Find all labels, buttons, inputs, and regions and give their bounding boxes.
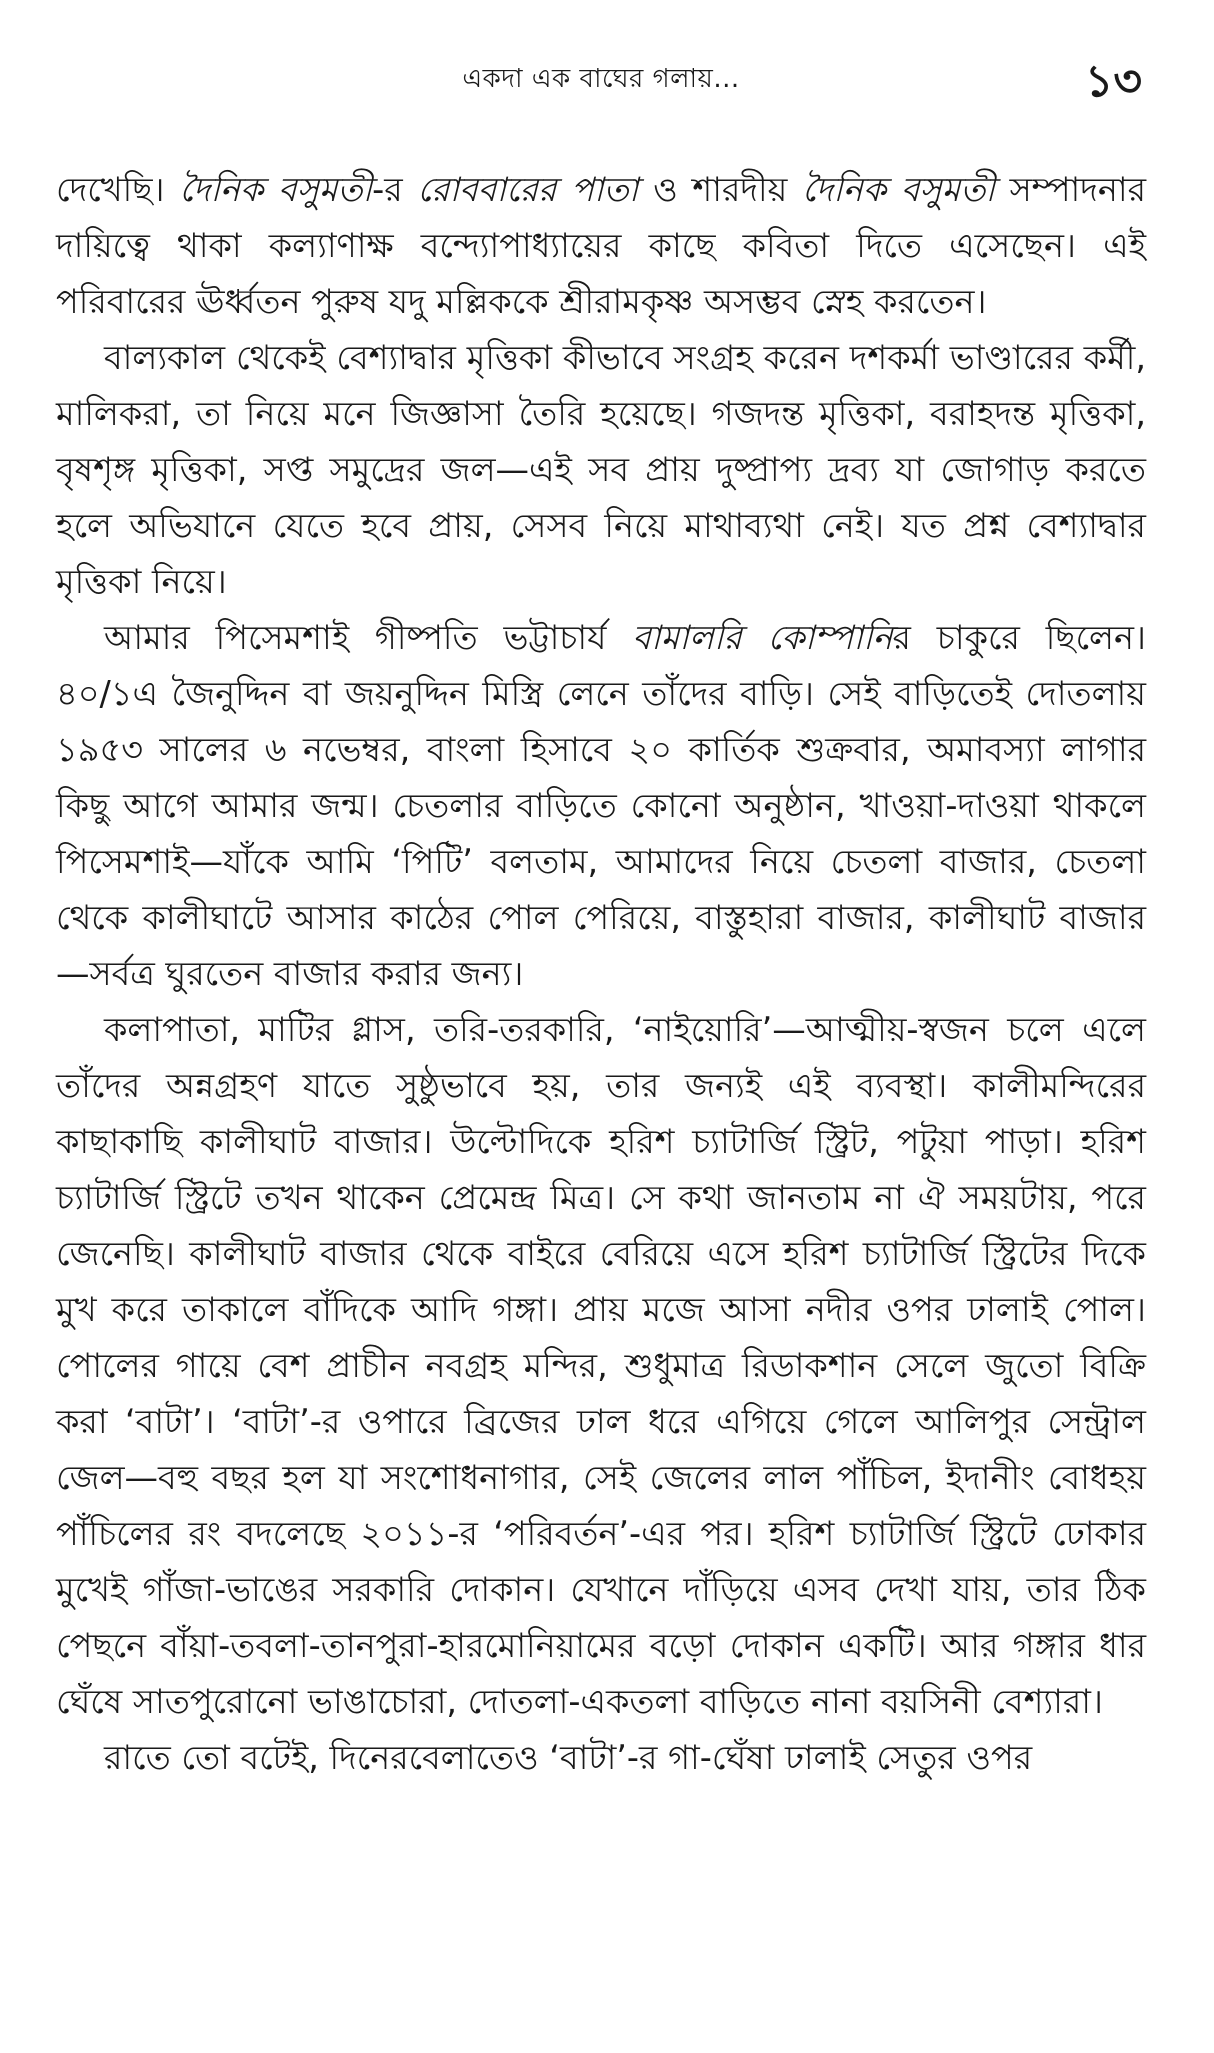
book-page — [56, 40, 1146, 2030]
text-run: রাতে তো বটেই, দিনেরবেলাতেও ‘বাটা’-র গা-ঘেঁষা ঢালাই সেতুর ওপর — [104, 1738, 1033, 1777]
page-number: ১৩ — [1084, 56, 1142, 107]
text-run: ও শারদীয় — [638, 170, 802, 209]
paragraph-3 — [56, 610, 1146, 1002]
running-header — [56, 40, 1146, 110]
italic-title: দৈনিক বসুমতী — [179, 170, 373, 209]
italic-title: দৈনিক বসুমতী — [801, 170, 995, 209]
text-run: সম্পাদনার দায়িত্বে থাকা কল্যাণাক্ষ বন্দ্যোপাধ্যায়ের কাছে কবিতা দিতে এসেছেন। এই পরিবারের ঊর্ধ্বতন পুরুষ যদু মল্লিককে শ্রীরামকৃষ্ণ অসম্ভব স্নেহ করতেন। — [56, 170, 1147, 321]
running-title: একদা এক বাঘের গলায়... — [462, 64, 740, 94]
text-run: বাল্যকাল থেকেই বেশ্যাদ্বার মৃত্তিকা কীভাবে সংগ্রহ করেন দশকর্মা ভাণ্ডারের কর্মী, মালিকরা, তা নিয়ে মনে জিজ্ঞাসা তৈরি হয়েছে। গজদন্ত মৃত্তিকা, বরাহদন্ত মৃত্তিকা, বৃষশৃঙ্গ মৃত্তিকা, সপ্ত সমুদ্রের জল—এই সব প্রায় দুষ্প্রাপ্য দ্রব্য যা জোগাড় করতে হলে অভিযানে যেতে হবে প্রায়, সেসব নিয়ে মাথাব্যথা নেই। যত প্রশ্ন বেশ্যাদ্বার মৃত্তিকা নিয়ে। — [56, 338, 1146, 601]
text-run: র চাকুরে ছিলেন। ৪০/১এ জৈনুদ্দিন বা জয়নুদ্দিন মিস্ত্রি লেনে তাঁদের বাড়ি। সেই বাড়িতেই দোতলায় ১৯৫৩ সালের ৬ নভেম্বর, বাংলা হিসাবে ২০ কার্তিক শুক্রবার, অমাবস্যা লাগার কিছু আগে আমার জন্ম। চেতলার বাড়িতে কোনো অনুষ্ঠান, খাওয়া-দাওয়া থাকলে পিসেমশাই—যাঁকে আমি ‘পিটি’ বলতাম, আমাদের নিয়ে চেতলা বাজার, চেতলা থেকে কালীঘাটে আসার কাঠের পোল পেরিয়ে, বাস্তুহারা বাজার, কালীঘাট বাজার—সর্বত্র ঘুরতেন বাজার করার জন্য। — [56, 618, 1146, 993]
paragraph-2 — [56, 330, 1146, 610]
italic-company-name: বামালরি কোম্পানি — [632, 618, 893, 657]
text-run: আমার পিসেমশাই গীষ্পতি ভট্টাচার্য — [104, 618, 633, 657]
paragraph-1 — [56, 162, 1146, 330]
text-run: কলাপাতা, মাটির গ্লাস, তরি-তরকারি, ‘নাইয়োরি’—আত্মীয়-স্বজন চলে এলে তাঁদের অন্নগ্রহণ যাতে সুষ্ঠুভাবে হয়, তার জন্যই এই ব্যবস্থা। কালীমন্দিরের কাছাকাছি কালীঘাট বাজার। উল্টোদিকে হরিশ চ্যাটার্জি স্ট্রিট, পটুয়া পাড়া। হরিশ চ্যাটার্জি স্ট্রিটে তখন থাকেন প্রেমেন্দ্র মিত্র। সে কথা জানতাম না ঐ সময়টায়, পরে জেনেছি। কালীঘাট বাজার থেকে বাইরে বেরিয়ে এসে হরিশ চ্যাটার্জি স্ট্রিটের দিকে মুখ করে তাকালে বাঁদিকে আদি গঙ্গা। প্রায় মজে আসা নদীর ওপর ঢালাই পোল। পোলের গায়ে বেশ প্রাচীন নবগ্রহ মন্দির, শুধুমাত্র রিডাকশান সেলে জুতো বিক্রি করা ‘বাটা’। ‘বাটা’-র ওপারে ব্রিজের ঢাল ধরে এগিয়ে গেলে আলিপুর সেন্ট্রাল জেল—বহু বছর হল যা সংশোধনাগার, সেই জেলের লাল পাঁচিল, ইদানীং বোধহয় পাঁচিলের রং বদলেছে ২০১১-র ‘পরিবর্তন’-এর পর। হরিশ চ্যাটার্জি স্ট্রিটে ঢোকার মুখেই গাঁজা-ভাঙের সরকারি দোকান। যেখানে দাঁড়িয়ে এসব দেখা যায়, তার ঠিক পেছনে বাঁয়া-তবলা-তানপুরা-হারমোনিয়ামের বড়ো দোকান একটি। আর গঙ্গার ধার ঘেঁষে সাতপুরোনো ভাঙাচোরা, দোতলা-একতলা বাড়িতে নানা বয়সিনী বেশ্যারা। — [56, 1010, 1146, 1721]
paragraph-4 — [56, 1002, 1146, 1730]
text-run: -র — [372, 170, 418, 209]
text-run: দেখেছি। — [56, 170, 180, 209]
italic-title: রোববারের পাতা — [417, 170, 639, 209]
body-text — [56, 162, 1146, 1786]
paragraph-5 — [56, 1730, 1146, 1786]
